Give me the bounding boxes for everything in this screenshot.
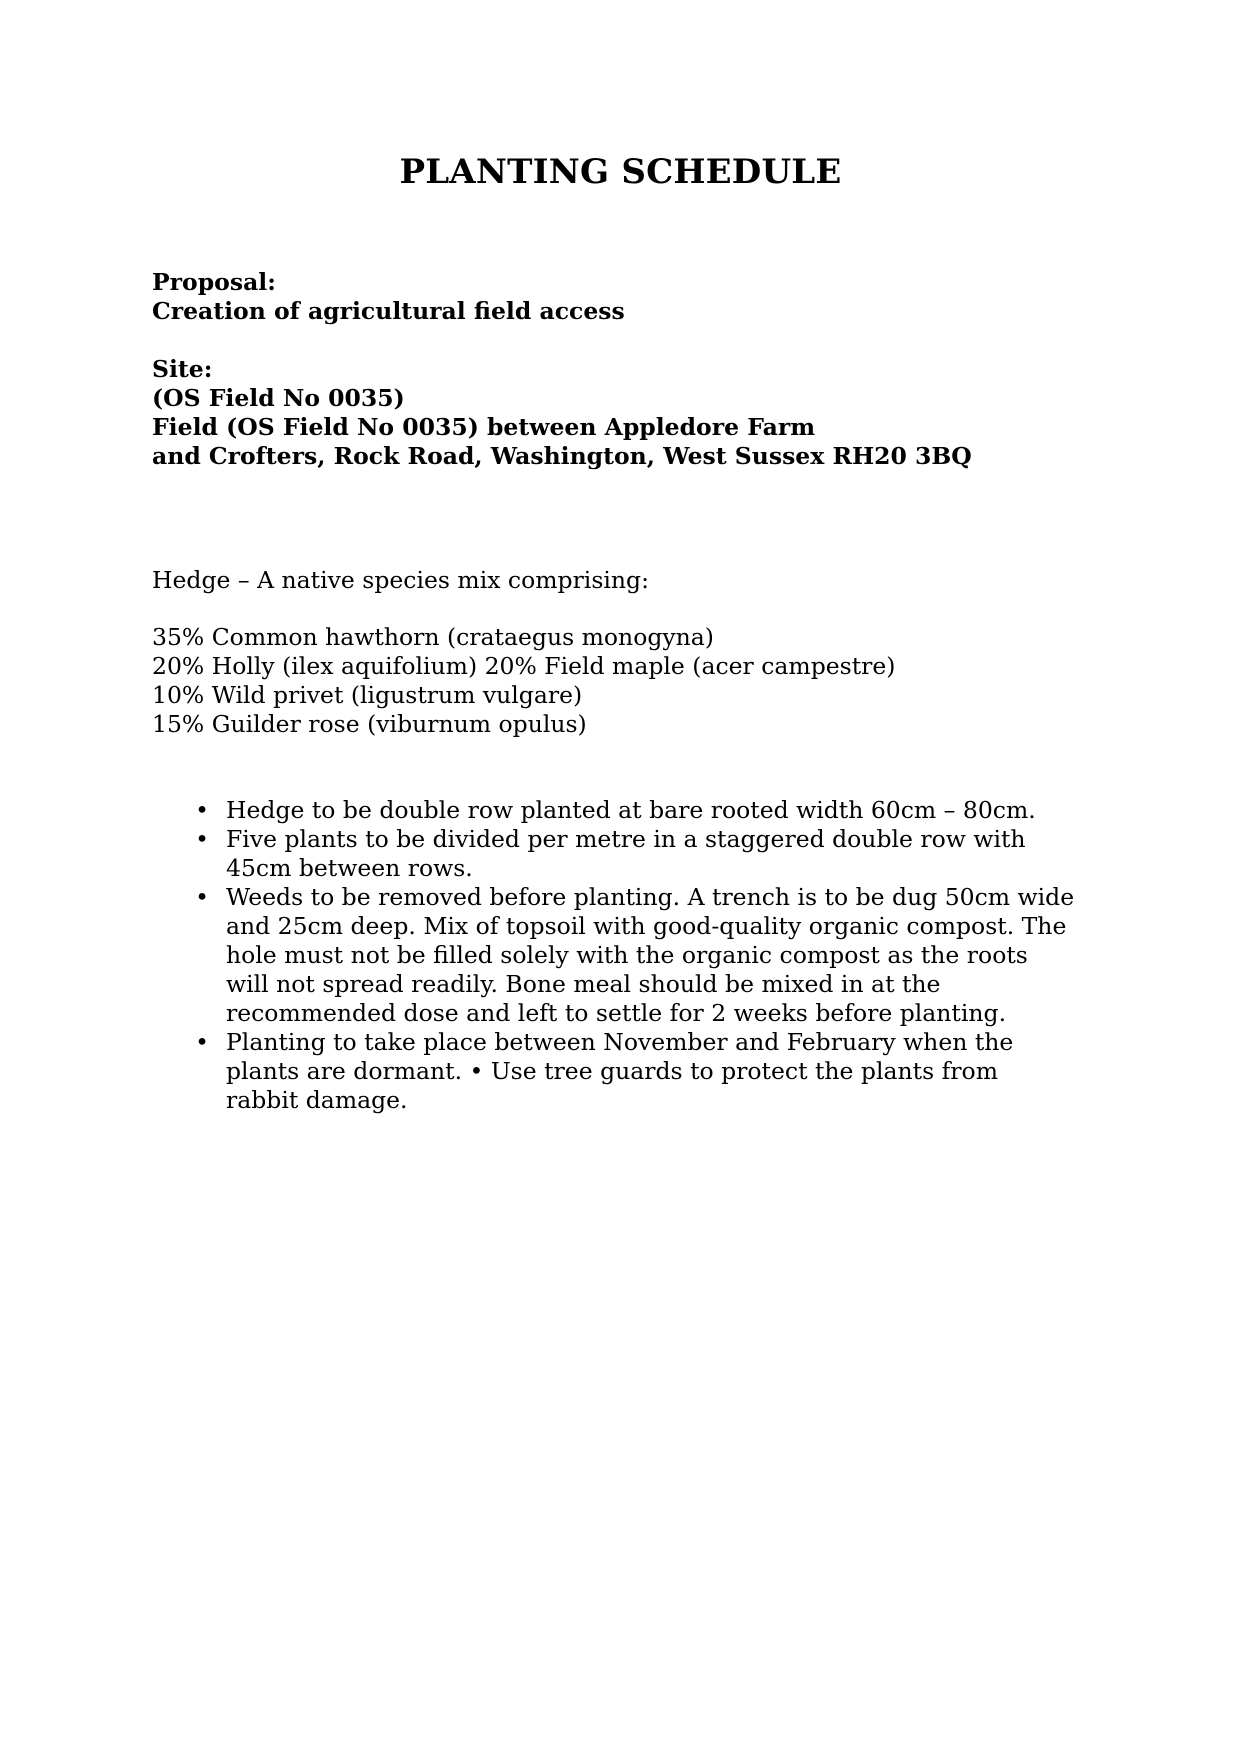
note-line: Hedge to be double row planted at bare rooted width 60cm – 80cm.	[226, 796, 1036, 824]
note-line: will not spread readily. Bone meal should be mixed in at the	[226, 970, 941, 998]
note-line: hole must not be filled solely with the organic compost as the roots	[226, 941, 1028, 969]
site-line: and Crofters, Rock Road, Washington, West Sussex RH20 3BQ	[152, 442, 972, 470]
planting-note	[152, 883, 1112, 1028]
site-section	[152, 355, 972, 471]
site-label: Site:	[152, 355, 213, 383]
note-line: plants are dormant. • Use tree guards to protect the plants from	[226, 1057, 998, 1085]
document-title: PLANTING SCHEDULE	[399, 152, 842, 192]
species-item: 20% Holly (ilex aquifolium) 20% Field maple (acer campestre)	[152, 652, 896, 680]
note-line: and 25cm deep. Mix of topsoil with good-quality organic compost. The	[226, 912, 1067, 940]
planting-note	[152, 796, 1112, 825]
bullet-icon: •	[195, 1028, 209, 1056]
site-line: Field (OS Field No 0035) between Appledore Farm	[152, 413, 816, 441]
note-line: Weeds to be removed before planting. A trench is to be dug 50cm wide	[226, 883, 1075, 911]
bullet-icon: •	[195, 796, 209, 824]
proposal-value: Creation of agricultural field access	[152, 297, 625, 325]
site-line: (OS Field No 0035)	[152, 384, 405, 412]
note-line: Planting to take place between November and February when the	[226, 1028, 1014, 1056]
species-item: 15% Guilder rose (viburnum opulus)	[152, 710, 587, 738]
bullet-icon: •	[195, 825, 209, 853]
hedge-intro: Hedge – A native species mix comprising:	[152, 566, 649, 594]
planting-note	[152, 825, 1112, 883]
species-item: 10% Wild privet (ligustrum vulgare)	[152, 681, 583, 709]
proposal-section	[152, 268, 625, 326]
bullet-icon: •	[195, 883, 209, 911]
planting-notes-list	[152, 796, 1112, 1115]
note-line: recommended dose and left to settle for 2 weeks before planting.	[226, 999, 1007, 1027]
hedge-intro-section	[152, 566, 649, 595]
species-list	[152, 623, 895, 739]
species-item: 35% Common hawthorn (crataegus monogyna)	[152, 623, 714, 651]
planting-note	[152, 1028, 1112, 1115]
note-line: Five plants to be divided per metre in a staggered double row with	[226, 825, 1026, 853]
note-line: rabbit damage.	[226, 1086, 408, 1114]
proposal-label: Proposal:	[152, 268, 276, 296]
note-line: 45cm between rows.	[226, 854, 473, 882]
